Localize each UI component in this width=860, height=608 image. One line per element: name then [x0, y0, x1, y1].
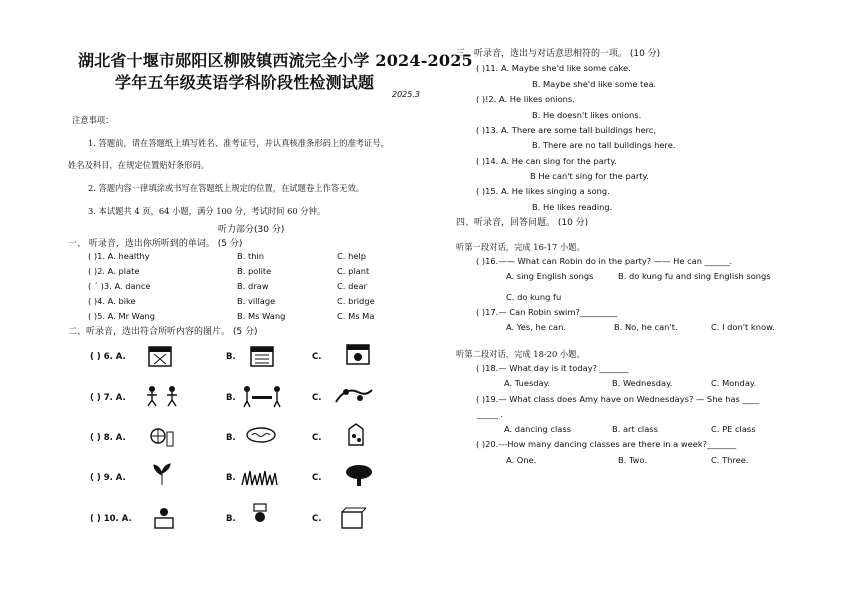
- noodles-bowl-picture-b: [244, 424, 278, 448]
- q10-b: B.: [226, 514, 236, 524]
- q17-c: C. I don't know.: [711, 322, 775, 332]
- q13-b: B. There are no tall buildings here.: [532, 140, 676, 150]
- q10: ( ) 10. A.: [90, 514, 132, 524]
- q11: ( )11. A. Maybe she'd like some cake.: [476, 63, 631, 73]
- q19-b: B. art class: [612, 424, 658, 434]
- q1-c: C. help: [337, 251, 367, 261]
- orange-juice-picture-a: [148, 424, 176, 448]
- q3-c: C. dear: [337, 281, 367, 291]
- section1-heading: 一、 听录音，选出你所听到的单词。 (5 分): [68, 239, 243, 249]
- q7-b: B.: [226, 393, 236, 403]
- q3-b: B. draw: [237, 281, 269, 291]
- plant-picture-a: [148, 463, 176, 487]
- q1-b: B. thin: [237, 251, 265, 261]
- q20-b: B. Two.: [618, 455, 648, 465]
- calendar-picture-a: [146, 344, 174, 368]
- exam-title-line1: 湖北省十堰市郧阳区柳陂镇西流完全小学 2024-2025: [78, 51, 473, 70]
- q2-b: B. polite: [237, 266, 272, 276]
- box-picture-c: [338, 506, 366, 530]
- boy-on-box-picture-b: [246, 502, 274, 526]
- q1: ( )1. A. healthy: [88, 251, 150, 261]
- notes-heading: 注意事项：: [72, 115, 114, 125]
- q10-c: C.: [312, 514, 322, 524]
- note-3: 3. 本试题共 4 页，64 小题，满分 100 分，考试时间 60 分钟。: [88, 206, 326, 216]
- children-playing-picture-a: [142, 384, 184, 408]
- q9-c: C.: [312, 473, 322, 483]
- note-1a: 1. 答题前，请在答题纸上填写姓名、准考证号，并认真核准条形码上的准考证号，: [88, 138, 389, 148]
- q2: ( )2. A. plate: [88, 266, 140, 276]
- q14-b: B He can't sing for the party.: [530, 171, 649, 181]
- q16: ( )16.—— What can Robin do in the party? —— He can ______.: [476, 256, 733, 266]
- q14: ( )14. A. He can sing for the party.: [476, 156, 617, 166]
- kids-outdoors-picture-c: [332, 384, 376, 408]
- q12: ( )!2. A. He likes onions.: [476, 94, 575, 104]
- listening-title: 听力部分(30 分): [218, 225, 285, 235]
- q2-c: C. plant: [337, 266, 370, 276]
- exam-title-line2: 学年五年级英语学科阶段性检测试题: [115, 73, 375, 92]
- q5-c: C. Ms Ma: [337, 311, 375, 321]
- boy-behind-box-picture-a: [150, 506, 178, 530]
- part2-heading: 听第二段对话，完成 18-20 小题。: [456, 349, 585, 359]
- section4-heading: 四、听录音，回答问题。 (10 分): [456, 218, 589, 228]
- q9-b: B.: [226, 473, 236, 483]
- milk-carton-picture-c: [342, 422, 370, 446]
- q15: ( )15. A. He likes singing a song.: [476, 186, 610, 196]
- q13: ( )13. A. There are some tall buildings herc,: [476, 125, 656, 135]
- q17: ( )17.— Can Robin swim?_________: [476, 307, 618, 317]
- q18: ( )18.— What day is it today? _______: [476, 363, 629, 373]
- exam-date: 2025.3: [392, 90, 420, 99]
- q15-b: B. He likes reading.: [532, 202, 613, 212]
- q7: ( ) 7. A.: [90, 393, 126, 403]
- q4-b: B. village: [237, 296, 276, 306]
- q8: ( ) 8. A.: [90, 433, 126, 443]
- q18-a: A. Tuesday.: [504, 378, 551, 388]
- q19-a: A. dancing class: [504, 424, 572, 434]
- q16-a: A. sing English songs: [506, 271, 594, 281]
- q17-b: B. No, he can't.: [614, 322, 678, 332]
- q3: ( ´ )3. A. dance: [88, 281, 151, 291]
- q8-c: C.: [312, 433, 322, 443]
- q11-b: B. Maybe she'd like some tea.: [532, 79, 657, 89]
- q19-cont: _____ .: [477, 409, 504, 419]
- q6-b: B.: [226, 352, 236, 362]
- q16-c: C. do kung fu: [506, 292, 562, 302]
- ping-pong-picture-b: [240, 384, 284, 408]
- section2-heading: 二、听录音，选出符合所听内容的图片。 (5 分): [68, 327, 258, 337]
- calendar-picture-c: [344, 342, 372, 366]
- q9: ( ) 9. A.: [90, 473, 126, 483]
- q5: ( )5. A. Mr Wang: [88, 311, 155, 321]
- q4: ( )4. A. bike: [88, 296, 136, 306]
- q18-b: B. Wednesday.: [612, 378, 673, 388]
- q6-c: C.: [312, 352, 322, 362]
- q8-b: B.: [226, 433, 236, 443]
- tree-picture-c: [342, 463, 376, 487]
- q19: ( )19.— What class does Amy have on Wednesdays? — She has ____: [476, 394, 760, 404]
- q4-c: C. bridge: [337, 296, 375, 306]
- note-1b: 姓名及科目，在规定位置贴好条形码。: [68, 160, 210, 170]
- q7-c: C.: [312, 393, 322, 403]
- q20-c: C. Three.: [711, 455, 749, 465]
- part1-heading: 听第一段对话，完成 16-17 小题。: [456, 242, 585, 252]
- grass-field-picture-b: [240, 463, 284, 487]
- q12-b: B. He doesn't likes onions.: [532, 110, 642, 120]
- q6: ( ) 6. A.: [90, 352, 126, 362]
- q16-b: B. do kung fu and sing English songs: [618, 271, 771, 281]
- section3-heading: 三、听录音，选出与对话意思相符的一项。 (10 分): [456, 49, 661, 59]
- q17-a: A. Yes, he can.: [506, 322, 567, 332]
- q5-b: B. Ms Wang: [237, 311, 286, 321]
- note-2: 2. 答题内容一律填涂或书写在答题纸上规定的位置，在试题卷上作答无效。: [88, 183, 365, 193]
- q20: ( )20.---How many dancing classes are there in a week?_______: [476, 439, 737, 449]
- q20-a: A. One.: [506, 455, 537, 465]
- calendar-picture-b: [248, 344, 276, 368]
- q18-c: C. Monday.: [711, 378, 757, 388]
- q19-c: C. PE class: [711, 424, 756, 434]
